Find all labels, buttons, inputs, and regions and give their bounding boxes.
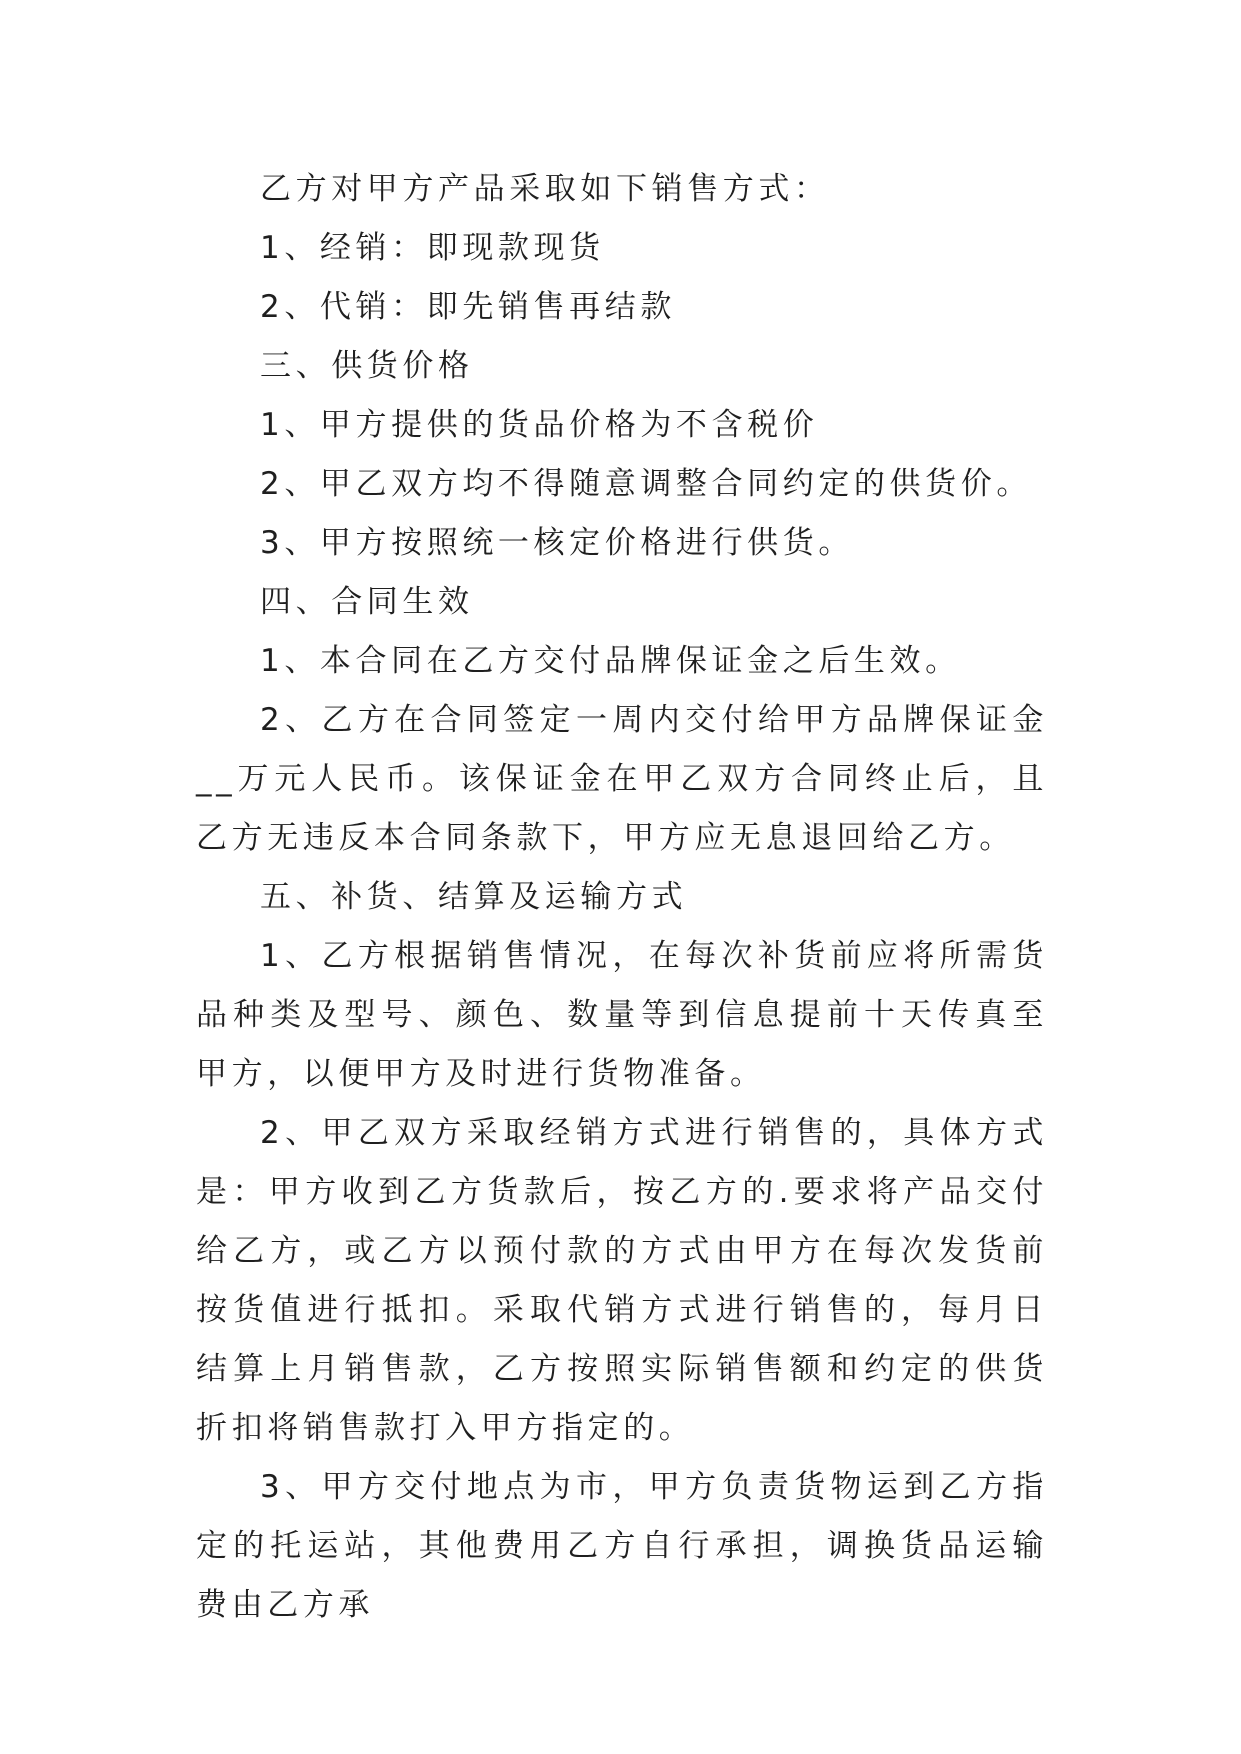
document-paragraph: 三、供货价格 xyxy=(260,348,474,384)
document-paragraph: 3、甲方按照统一核定价格进行供货。 xyxy=(260,525,854,561)
document-paragraph: 1、经销：即现款现货 xyxy=(260,230,605,266)
document-paragraph: 2、甲乙双方采取经销方式进行销售的，具体方式是：甲方收到乙方货款后，按乙方的.要求将产品交付给乙方，或乙方以预付款的方式由甲方在每次发货前按货值进行抵扣。采取代销方式进行销售的，每月日结算上月销售款，乙方按照实际销售额和约定的供货折扣将销售款打入甲方指定的。 xyxy=(196,1115,1048,1446)
document-paragraph: 1、甲方提供的货品价格为不含税价 xyxy=(260,407,819,443)
document-body xyxy=(196,160,1048,1635)
document-paragraph: 1、乙方根据销售情况，在每次补货前应将所需货品种类及型号、颜色、数量等到信息提前十天传真至甲方，以便甲方及时进行货物准备。 xyxy=(196,938,1048,1092)
document-paragraph: 1、本合同在乙方交付品牌保证金之后生效。 xyxy=(260,643,961,679)
document-paragraph: 四、合同生效 xyxy=(260,584,474,620)
document-paragraph: 3、甲方交付地点为市，甲方负责货物运到乙方指定的托运站，其他费用乙方自行承担，调换货品运输费由乙方承 xyxy=(196,1469,1048,1623)
document-paragraph: 五、补货、结算及运输方式 xyxy=(260,879,688,915)
document-paragraph: 乙方对甲方产品采取如下销售方式： xyxy=(260,171,830,207)
document-paragraph: 2、乙方在合同签定一周内交付给甲方品牌保证金__万元人民币。该保证金在甲乙双方合同终止后，且乙方无违反本合同条款下，甲方应无息退回给乙方。 xyxy=(196,702,1048,856)
document-paragraph: 2、代销：即先销售再结款 xyxy=(260,289,676,325)
document-paragraph: 2、甲乙双方均不得随意调整合同约定的供货价。 xyxy=(260,466,1032,502)
